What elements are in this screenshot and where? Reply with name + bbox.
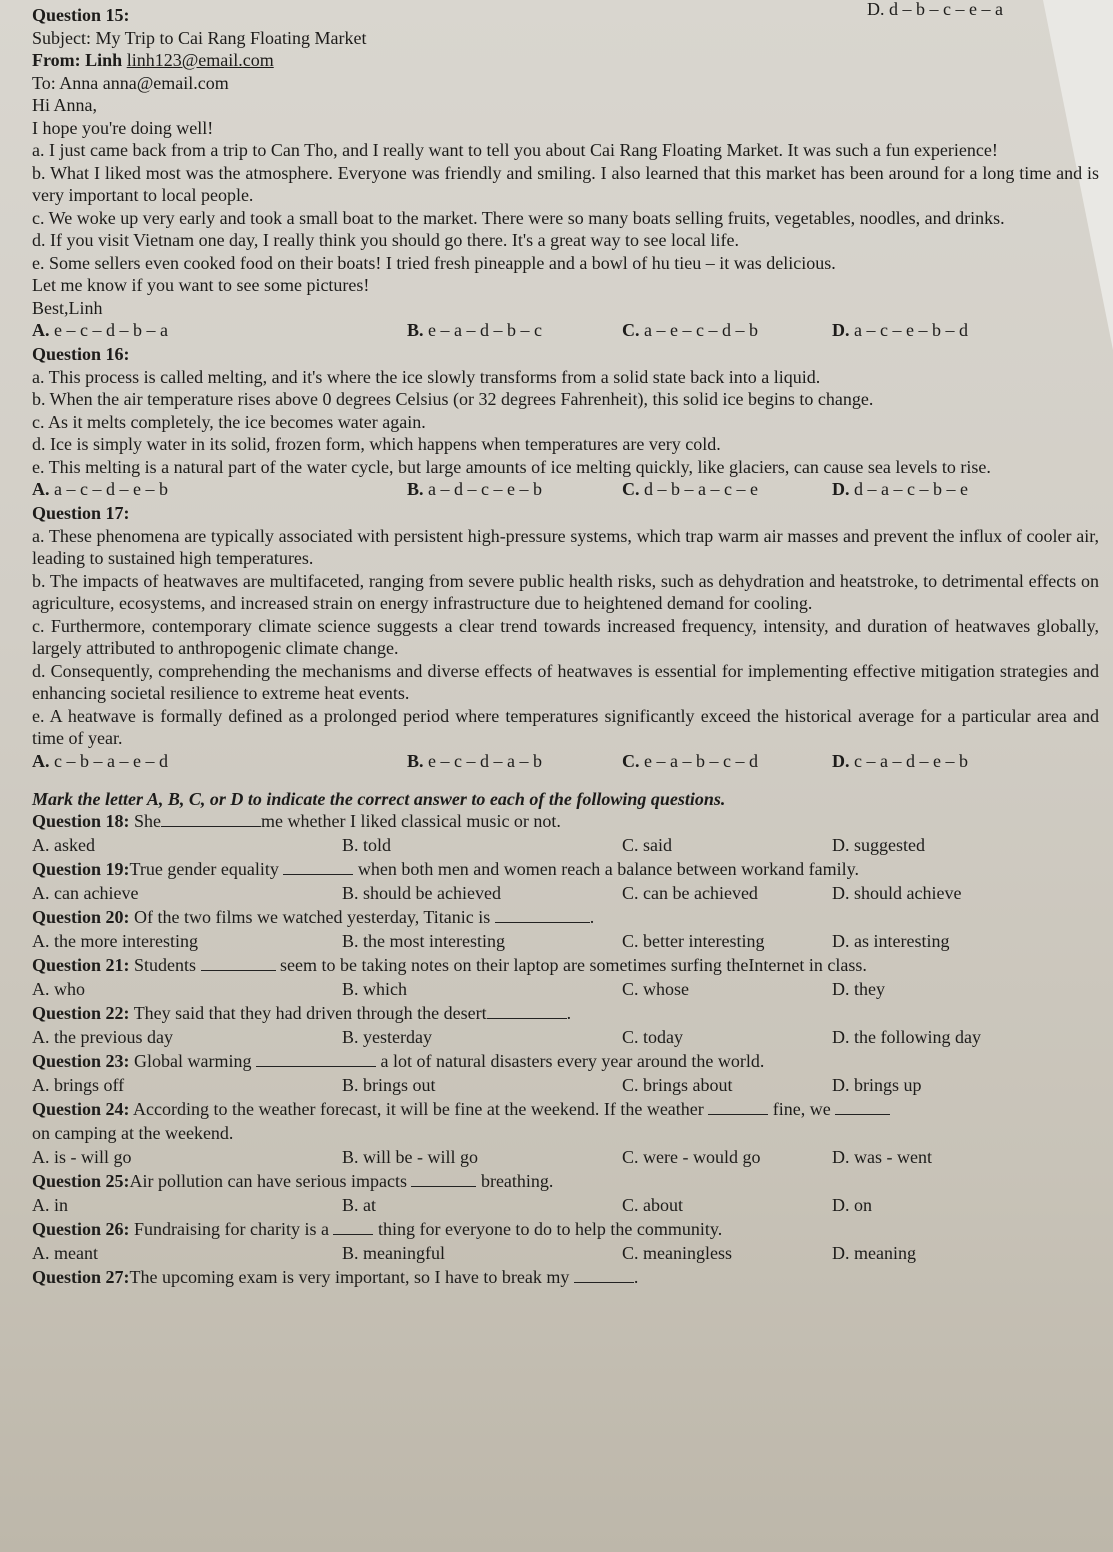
q23-number: Question 23: xyxy=(32,1051,130,1071)
q26-option-b[interactable]: B. meaningful xyxy=(342,1243,445,1263)
q26-option-a[interactable]: A. meant xyxy=(32,1243,98,1263)
q19-blank[interactable] xyxy=(283,874,353,875)
q17-option-a[interactable]: A. c – b – a – e – d xyxy=(32,750,168,771)
q15-options xyxy=(32,319,1099,343)
q25: Question 25:Air pollution can have serious impacts breathing. A. in B. at C. about D. on xyxy=(32,1171,872,1215)
q21-option-b[interactable]: B. which xyxy=(342,979,407,999)
q17-option-b[interactable]: B. e – c – d – a – b xyxy=(407,750,542,771)
email-opening: I hope you're doing well! xyxy=(32,117,214,138)
q20-option-b[interactable]: B. the most interesting xyxy=(342,931,505,951)
from-label: From: Linh xyxy=(32,50,127,70)
q16-sentence-e: e. This melting is a natural part of the water cycle, but large amounts of ice melting quickly, like glaciers, can cause sea levels to rise. xyxy=(32,456,991,477)
q26-option-d[interactable]: D. meaning xyxy=(832,1243,916,1263)
q20-number: Question 20: xyxy=(32,907,130,927)
q21-option-d[interactable]: D. they xyxy=(832,979,885,999)
q24-blank-2[interactable] xyxy=(835,1114,890,1115)
q17-sentence-a: a. These phenomena are typically associated with persistent high-pressure systems, which trap warm air masses and prevent the influx of cooler air, leading to sustained high temperatures. xyxy=(32,525,1099,568)
email-to: To: Anna anna@email.com xyxy=(32,72,229,93)
q16-option-c[interactable]: C. d – b – a – c – e xyxy=(622,479,758,499)
q20: Question 20: Of the two films we watched yesterday, Titanic is . A. the more interesting B. the most interesting C. better interesting D. as interesting xyxy=(32,907,950,951)
q26-number: Question 26: xyxy=(32,1219,130,1239)
q15-sentence-b: b. What I liked most was the atmosphere. Everyone was friendly and smiling. I also learned that this market has been around for a long time and is very important to local people. xyxy=(32,162,1099,205)
q27: Question 27:The upcoming exam is very important, so I have to break my . xyxy=(32,1267,639,1287)
q19-option-c[interactable]: C. can be achieved xyxy=(622,883,758,903)
q16-header: Question 16: xyxy=(32,344,130,364)
q25-option-b[interactable]: B. at xyxy=(342,1195,376,1215)
q25-option-a[interactable]: A. in xyxy=(32,1195,68,1215)
q15-option-c[interactable]: C. a – e – c – d – b xyxy=(622,320,758,340)
q18-option-c[interactable]: C. said xyxy=(622,835,673,855)
q16-sentence-d: d. Ice is simply water in its solid, frozen form, which happens when temperatures are very cold. xyxy=(32,434,721,454)
q26: Question 26: Fundraising for charity is a thing for everyone to do to help the community. A. meant B. meaningful C. meaningless D. meaning xyxy=(32,1219,916,1263)
q26-option-c[interactable]: C. meaningless xyxy=(622,1243,732,1263)
q24-option-a[interactable]: A. is - will go xyxy=(32,1147,132,1167)
q20-blank[interactable] xyxy=(495,922,590,923)
email-subject: Subject: My Trip to Cai Rang Floating Market xyxy=(32,27,367,48)
q16-sentence-a: a. This process is called melting, and it's where the ice slowly transforms from a solid state back into a liquid. xyxy=(32,366,821,387)
q26-blank[interactable] xyxy=(333,1234,373,1235)
q18-option-d[interactable]: D. suggested xyxy=(832,835,925,855)
q16-sentence-b: b. When the air temperature rises above 0 degrees Celsius (or 32 degrees Fahrenheit), this solid ice begins to change. xyxy=(32,389,874,409)
q23-option-a[interactable]: A. brings off xyxy=(32,1075,125,1095)
q20-option-a[interactable]: A. the more interesting xyxy=(32,931,198,951)
q17-header: Question 17: xyxy=(32,503,130,523)
q19-option-d[interactable]: D. should achieve xyxy=(832,883,962,903)
q23-option-b[interactable]: B. brings out xyxy=(342,1075,436,1095)
email-signoff: Best,Linh xyxy=(32,297,103,318)
q17-sentence-b: b. The impacts of heatwaves are multifaceted, ranging from severe public health risks, such as dehydration and heatstroke, to detrimental effects on agriculture, ecosystems, and increased strain on energy infrastructure due to heightened demand for cooling. xyxy=(32,570,1099,613)
q22-blank[interactable] xyxy=(487,1018,567,1019)
q17-sentence-c: c. Furthermore, contemporary climate science suggests a clear trend towards increased frequency, intensity, and duration of heatwaves globally, largely attributed to anthropogenic climate change. xyxy=(32,615,1099,658)
q16-option-a[interactable]: A. a – c – d – e – b xyxy=(32,479,168,499)
email-from xyxy=(32,49,1099,72)
q22-option-c[interactable]: C. today xyxy=(622,1027,683,1047)
q21: Question 21: Students seem to be taking notes on their laptop are sometimes surfing theInternet in class. A. who B. which C. whose D. they xyxy=(32,955,885,999)
q19-option-b[interactable]: B. should be achieved xyxy=(342,883,501,903)
q15-sentence-a: a. I just came back from a trip to Can Tho, and I really want to tell you about Cai Rang Floating Market. It was such a fun experience! xyxy=(32,140,998,160)
q15-sentence-c: c. We woke up very early and took a small boat to the market. There were so many boats selling fruits, vegetables, noodles, and drinks. xyxy=(32,207,1005,228)
q22-option-d[interactable]: D. the following day xyxy=(832,1027,981,1047)
q14-option-d-fragment: D. d – b – c – e – a xyxy=(867,0,1003,19)
q17-sentence-d: d. Consequently, comprehending the mechanisms and diverse effects of heatwaves is essential for implementing effective mitigation strategies and enhancing societal resilience to extreme heat events. xyxy=(32,660,1099,703)
q16-sentence-c: c. As it melts completely, the ice becomes water again. xyxy=(32,411,426,432)
q17-option-d[interactable]: D. c – a – d – e – b xyxy=(832,750,968,771)
email-greeting: Hi Anna, xyxy=(32,95,97,115)
q15-sentence-e: e. Some sellers even cooked food on their boats! I tried fresh pineapple and a bowl of hu tieu – it was delicious. xyxy=(32,252,836,273)
q23: Question 23: Global warming a lot of natural disasters every year around the world. A. brings off B. brings out C. brings about D. brings up xyxy=(32,1051,922,1095)
q25-option-d[interactable]: D. on xyxy=(832,1195,872,1215)
q21-blank[interactable] xyxy=(201,970,276,971)
q22-option-a[interactable]: A. the previous day xyxy=(32,1027,173,1047)
q18-blank[interactable] xyxy=(161,826,261,827)
q24-option-c[interactable]: C. were - would go xyxy=(622,1147,761,1167)
q15-option-a[interactable]: A. e – c – d – b – a xyxy=(32,320,168,340)
q22-option-b[interactable]: B. yesterday xyxy=(342,1027,432,1047)
q24-option-d[interactable]: D. was - went xyxy=(832,1147,932,1167)
q23-option-c[interactable]: C. brings about xyxy=(622,1075,733,1095)
q19-option-a[interactable]: A. can achieve xyxy=(32,883,139,903)
q27-blank[interactable] xyxy=(574,1282,634,1283)
q25-blank[interactable] xyxy=(411,1186,476,1187)
q21-option-c[interactable]: C. whose xyxy=(622,979,689,999)
q24-option-b[interactable]: B. will be - will go xyxy=(342,1147,478,1167)
q15-option-d[interactable]: D. a – c – e – b – d xyxy=(832,320,968,340)
q25-option-c[interactable]: C. about xyxy=(622,1195,683,1215)
q19-number: Question 19: xyxy=(32,859,130,879)
q21-option-a[interactable]: A. who xyxy=(32,979,85,999)
q18: Question 18: She me whether I liked classical music or not. A. asked B. told C. said D. suggested xyxy=(32,811,925,855)
q17-options xyxy=(32,750,1099,774)
q23-option-d[interactable]: D. brings up xyxy=(832,1075,922,1095)
q27-number: Question 27: xyxy=(32,1267,130,1287)
q23-blank[interactable] xyxy=(256,1066,376,1067)
from-email: linh123@email.com xyxy=(126,50,274,70)
q18-number: Question 18: xyxy=(32,811,130,831)
q18-option-b[interactable]: B. told xyxy=(342,835,392,855)
q17-sentence-e: e. A heatwave is formally defined as a prolonged period where temperatures significantly exceed the historical average for a particular area and time of year. xyxy=(32,705,1099,748)
email-closing: Let me know if you want to see some pictures! xyxy=(32,275,370,295)
q21-number: Question 21: xyxy=(32,955,130,975)
q20-option-c[interactable]: C. better interesting xyxy=(622,931,765,951)
q16-option-d[interactable]: D. d – a – c – b – e xyxy=(832,479,968,499)
q24-continuation: on camping at the weekend. xyxy=(32,1123,234,1143)
q22: Question 22: They said that they had driven through the desert . A. the previous day B. yesterday C. today D. the following day xyxy=(32,1003,981,1047)
q19: Question 19:True gender equality when both men and women reach a balance between workand family. A. can achieve B. should be achieved C. can be achieved D. should achieve xyxy=(32,859,962,903)
q16-options xyxy=(32,478,1099,502)
q24-blank-1[interactable] xyxy=(708,1114,768,1115)
q15-header: Question 15: xyxy=(32,5,130,25)
q24-number: Question 24: xyxy=(32,1099,130,1119)
q24: Question 24: According to the weather forecast, it will be fine at the weekend. If the weather fine, we on camping at the weekend. A. is - will go B. will be - will go C. were - would go D. was - went xyxy=(32,1099,932,1167)
q17-option-c[interactable]: C. e – a – b – c – d xyxy=(622,750,758,771)
q18-option-a[interactable]: A. asked xyxy=(32,835,95,855)
q20-option-d[interactable]: D. as interesting xyxy=(832,931,950,951)
q15-sentence-d: d. If you visit Vietnam one day, I really think you should go there. It's a great way to see local life. xyxy=(32,230,739,250)
q25-number: Question 25: xyxy=(32,1171,130,1191)
q16-option-b[interactable]: B. a – d – c – e – b xyxy=(407,479,542,499)
q22-number: Question 22: xyxy=(32,1003,130,1023)
q15-option-b[interactable]: B. e – a – d – b – c xyxy=(407,320,542,340)
instruction: Mark the letter A, B, C, or D to indicate the correct answer to each of the following questions. xyxy=(32,788,726,809)
